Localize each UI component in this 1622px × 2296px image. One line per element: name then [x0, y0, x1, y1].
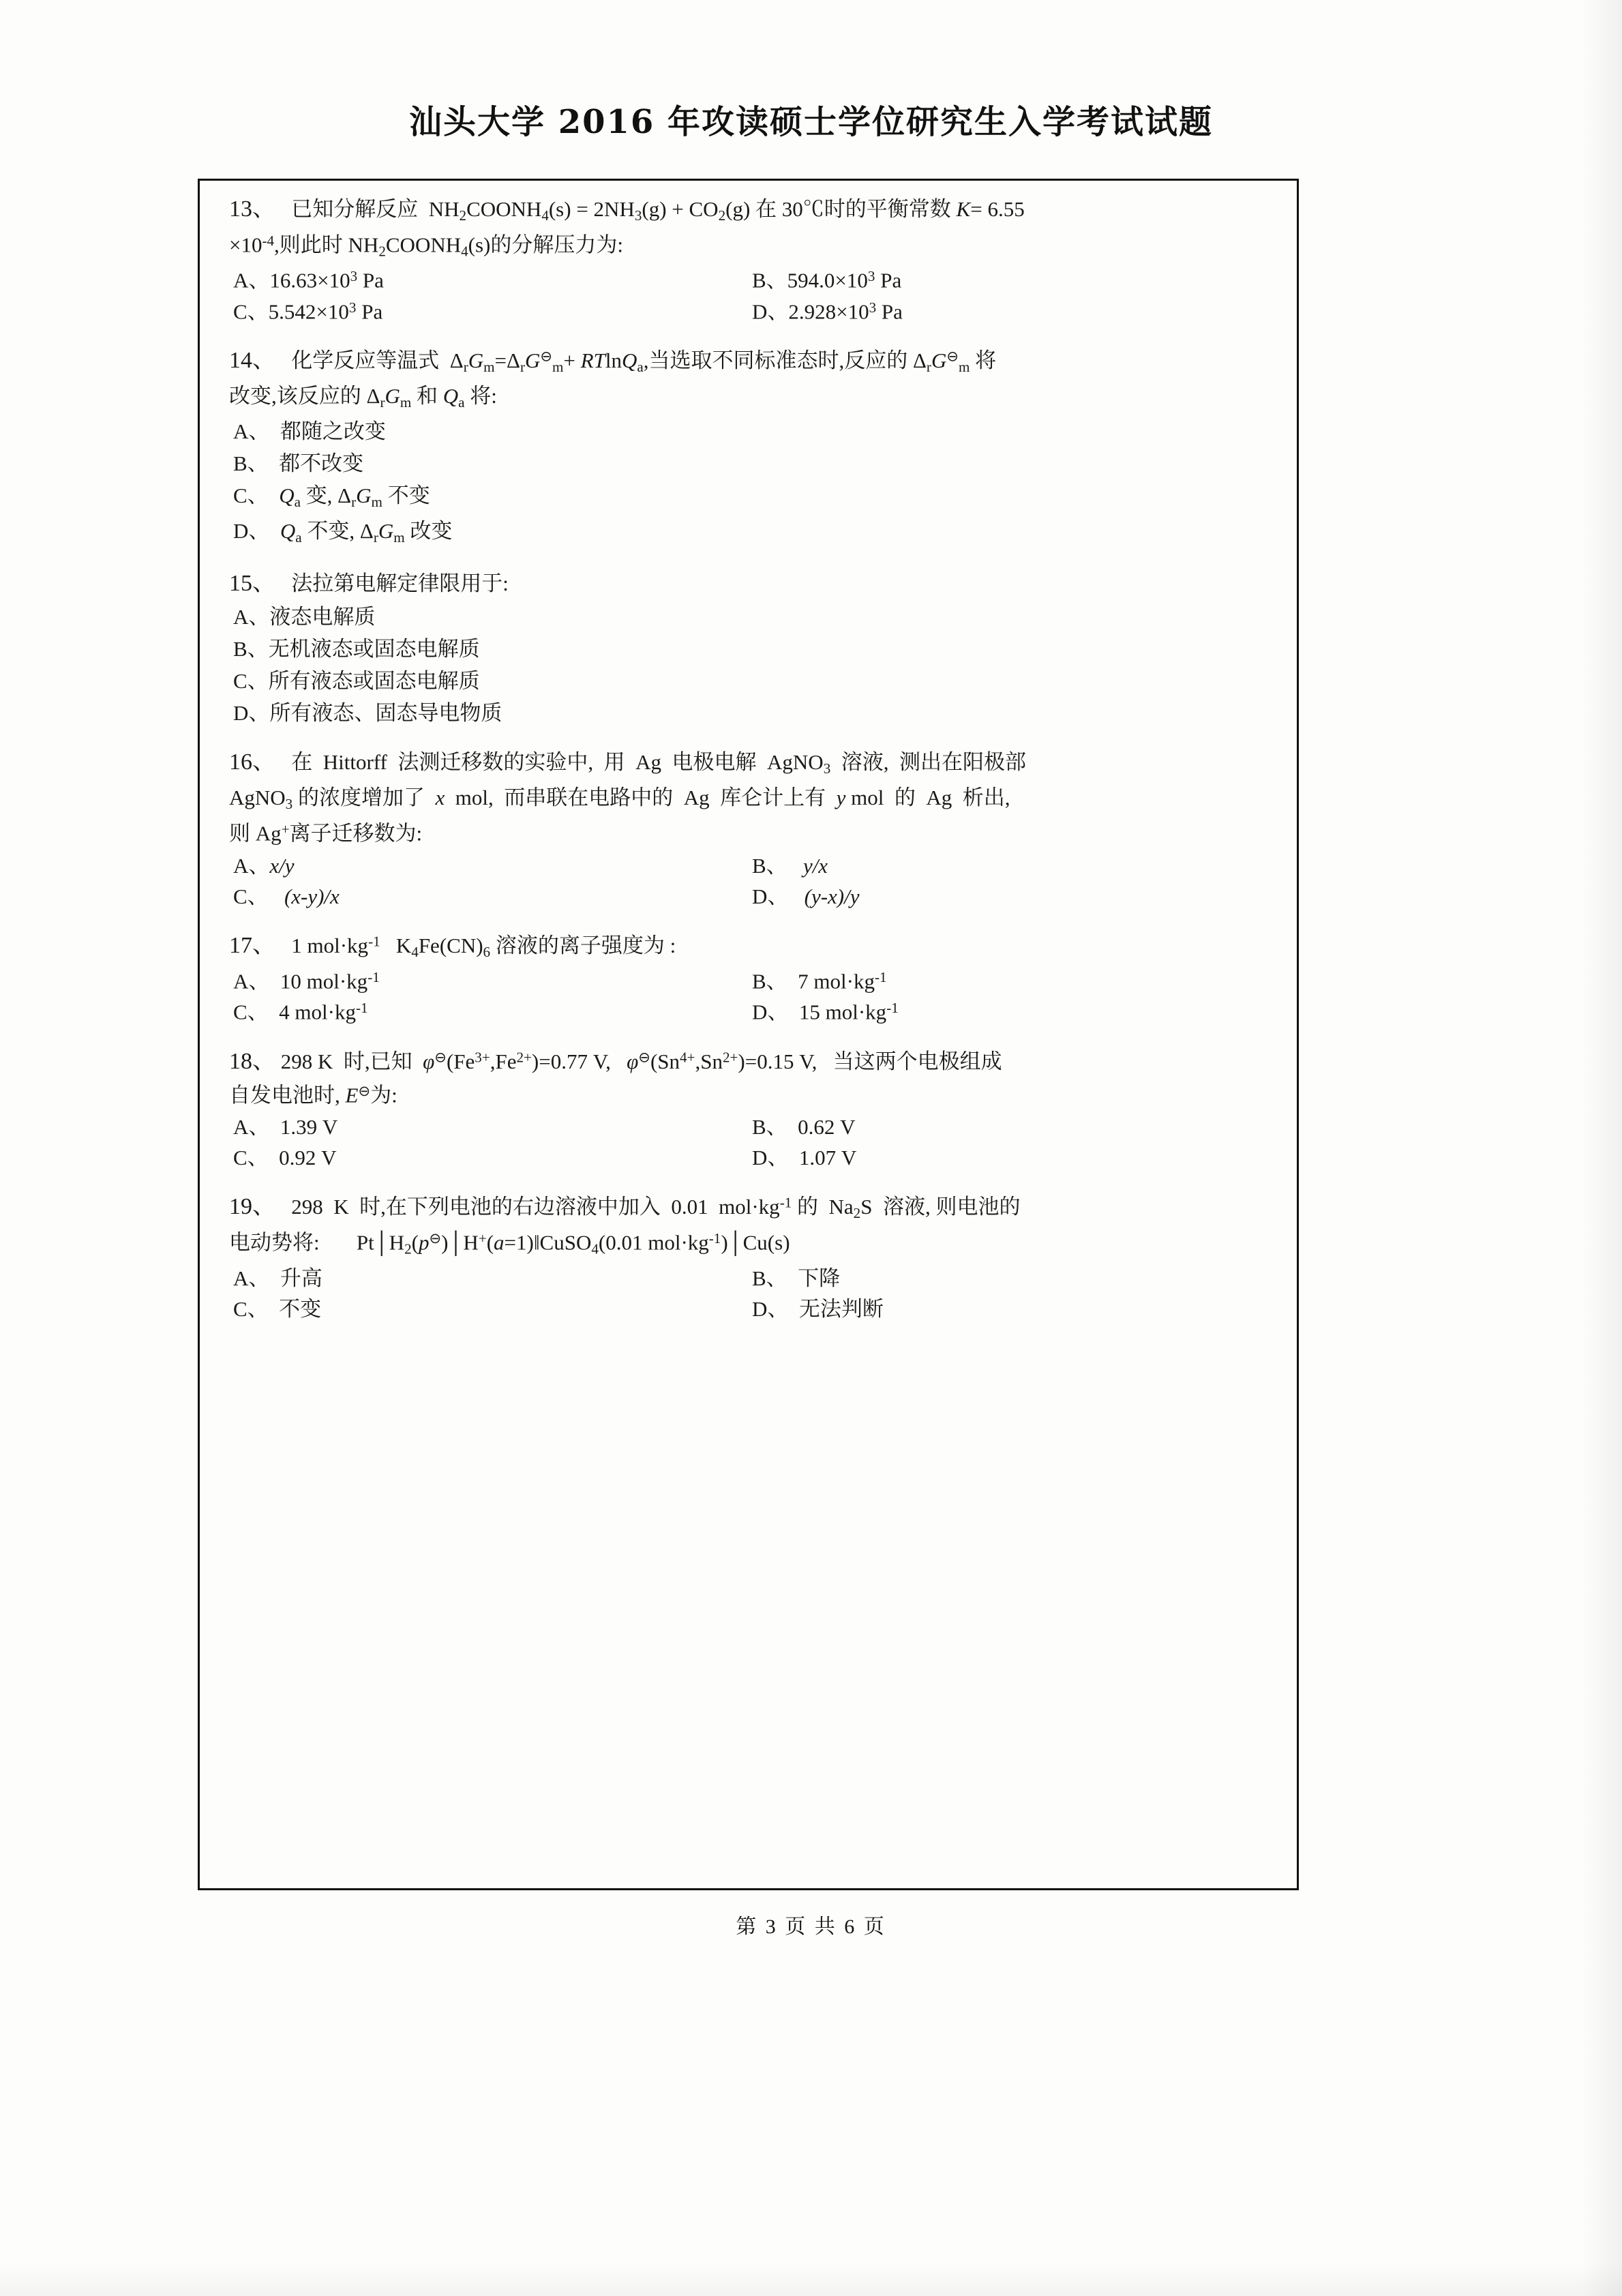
question-17-options — [233, 970, 1271, 1023]
question-13 — [229, 198, 1271, 322]
question-13-options — [233, 269, 1271, 322]
option-a[interactable]: A、 升高 — [233, 1266, 322, 1290]
question-19-line-2: 电动势将: $Pt│H_2(p^⊖)│H^+(a=1)‖CuSO_4(0.01$ $mol\cdot kg^{-1})│Cu(s)$ — [229, 1230, 790, 1257]
question-16-line-1: 16、 在 Hittorff 法测迁移数的实验中, 用 Ag 电极电解 AgNO$_3$ 溶液, 测出在阳极部 — [229, 749, 1026, 777]
option-d[interactable]: D、 (y-x)/y — [752, 884, 860, 908]
question-19-number: 19、 — [229, 1194, 275, 1220]
option-d[interactable]: D、 1.07 V — [752, 1146, 857, 1170]
question-19 — [229, 1195, 1271, 1319]
question-17 — [229, 934, 1271, 1023]
option-b[interactable]: B、$594.0\times 10^3$ Pa — [752, 268, 902, 293]
option-a[interactable]: A、$16.63\times 10^3$ Pa — [233, 268, 384, 293]
question-13-number: 13、 — [229, 196, 275, 222]
option-c[interactable]: C、 不变 — [233, 1296, 322, 1321]
question-14-options — [233, 421, 1271, 545]
question-15-line-1: 15、 法拉第电解定律限用于: — [229, 571, 509, 597]
question-15-number: 15、 — [229, 571, 275, 597]
question-19-options — [233, 1268, 1271, 1320]
question-15-options — [233, 606, 1271, 724]
option-b[interactable]: B、 7 $mol\cdot kg^{-1}$ — [752, 968, 887, 994]
question-18 — [229, 1050, 1271, 1168]
exam-content — [205, 185, 1295, 1332]
page-title: 汕头大学 2016 年攻读硕士学位研究生入学考试试题 — [408, 103, 1214, 141]
option-c[interactable]: C、 (x-y)/x — [233, 884, 340, 908]
option-d[interactable]: D、 无法判断 — [752, 1296, 884, 1321]
question-19-line-1: 19、 298 K 时,在下列电池的右边溶液中加入 0.01 $mol\cdot kg^{-1}$ 的 $Na_2S$ 溶液, 则电池的 — [229, 1194, 1021, 1221]
question-15 — [229, 572, 1271, 724]
option-d[interactable]: D、$2.928\times 10^3$ Pa — [752, 299, 903, 324]
question-16 — [229, 751, 1271, 906]
question-16-line-2: AgNO$_3$ 的浓度增加了 x mol, 而串联在电路中的 Ag 库仑计上有 y mol 的 Ag 析出, — [229, 786, 1010, 813]
question-14-line-2: 改变,该反应的 $\Delta_rG_m$ 和 $Q_a$ 将: — [229, 384, 497, 411]
question-18-number: 18、 — [229, 1048, 275, 1074]
option-b[interactable]: B、 0.62 V — [752, 1115, 856, 1139]
option-d[interactable]: D、 15 $mol\cdot kg^{-1}$ — [752, 1000, 899, 1024]
question-16-options — [233, 855, 1271, 907]
question-14 — [229, 349, 1271, 545]
option-b[interactable]: B、无机液态或固态电解质 — [233, 637, 480, 661]
option-a[interactable]: A、 1.39 V — [233, 1115, 338, 1139]
question-17-number: 17、 — [229, 932, 275, 958]
option-b[interactable]: B、 都不改变 — [233, 451, 364, 476]
question-16-number: 16、 — [229, 749, 275, 775]
question-18-line-1: 18、 298 K 时,已知 $\varphi^⊖(Fe^{3+},Fe^{2+})=0.77$ V, $\varphi^⊖(Sn^{4+},Sn^{2+})=0.15$ V, 当这两个电极组成 — [229, 1048, 1002, 1074]
option-c[interactable]: C、所有液态或固态电解质 — [233, 669, 480, 694]
option-b[interactable]: B、 y/x — [752, 853, 828, 878]
question-17-line-1: 17、 1 $mol\cdot kg^{-1}$ $K_4Fe(CN)_6$ 溶液的离子强度为 : — [229, 932, 676, 960]
option-d[interactable]: D、 $Q_a$ 不变, $\Delta_rG_m$ 改变 — [233, 519, 453, 546]
question-13-line-1: 13、 已知分解反应 $NH_2COONH_4(s) = 2NH_3(g) + CO_2(g)$ 在 30℃时的平衡常数 K= 6.55 — [229, 196, 1025, 224]
question-14-number: 14、 — [229, 348, 275, 374]
option-d[interactable]: D、所有液态、固态导电物质 — [233, 701, 502, 726]
scan-shadow-right — [1581, 0, 1622, 2296]
question-16-line-3: 则 Ag+离子迁移数为: — [229, 821, 423, 846]
scan-shadow-bottom — [0, 2262, 1622, 2296]
option-c[interactable]: C、$5.542\times 10^3$ Pa — [233, 299, 383, 324]
option-a[interactable]: A、液态电解质 — [233, 605, 376, 629]
question-18-line-2: 自发电池时, E⊖为: — [229, 1082, 397, 1107]
question-18-options — [233, 1116, 1271, 1168]
option-c[interactable]: C、 4 $mol\cdot kg^{-1}$ — [233, 1000, 368, 1024]
option-c[interactable]: C、 $Q_a$ 变, $\Delta_rG_m$ 不变 — [233, 483, 430, 511]
option-b[interactable]: B、 下降 — [752, 1266, 841, 1290]
page-footer: 第 3 页 共 6 页 — [736, 1915, 886, 1938]
question-13-line-2: $\times 10^{-4}$,则此时 $NH_2COONH_4(s)$的分解压力为: — [229, 232, 623, 260]
option-a[interactable]: A、x/y — [233, 853, 295, 878]
question-14-line-1: 14、 化学反应等温式 $\Delta_rG_m=\Delta_rG^⊖_m+ RTlnQ_a$,当选取不同标准态时,反应的 $\Delta_rG^⊖_m$ 将 — [229, 348, 997, 376]
option-a[interactable]: A、 都随之改变 — [233, 419, 386, 444]
option-a[interactable]: A、 10 $mol\cdot kg^{-1}$ — [233, 968, 380, 994]
option-c[interactable]: C、 0.92 V — [233, 1146, 337, 1170]
